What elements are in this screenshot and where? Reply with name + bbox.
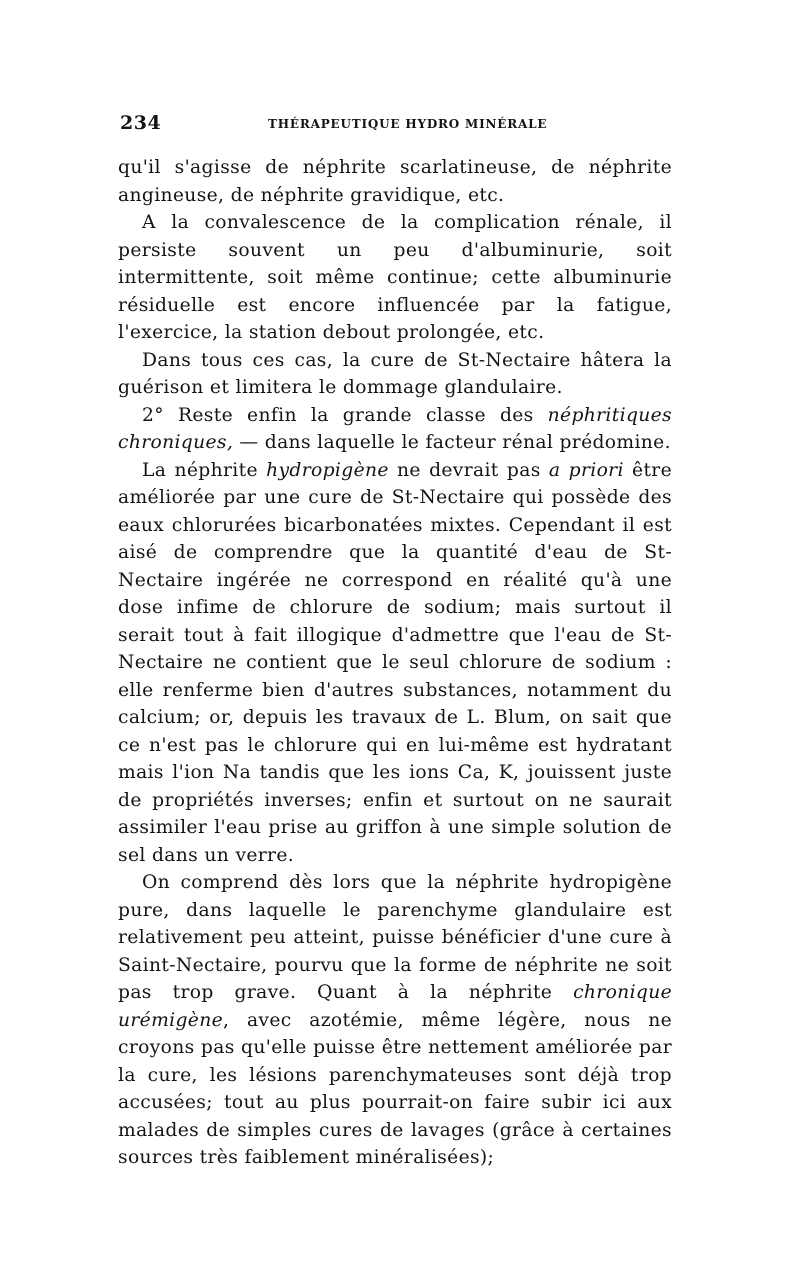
paragraph-text: être améliorée par une cure de St-Nectaire qui possède des eaux chlorurées bicarbonatées mixtes. Cependant il est aisé de comprendre que la quantité d'eau de St-Nectaire ingérée ne correspond en réalité qu'à une dose infime de chlorure de sodium; mais surtout il serait tout à fait illogique d'admettre que l'eau de St-Nectaire ne contient que le seul chlorure de sodium : elle renferme bien d'autres substances, notamment du calcium; or, depuis les travaux de L. Blum, on sait que ce n'est pas le chlorure qui en lui-même est hydratant mais l'ion Na tandis que les ions Ca, K, jouissent juste de propriétés inverses; enfin et surtout on ne saurait assimiler l'eau prise au griffon à une simple solution de sel dans un verre.: [118, 459, 672, 866]
paragraph-text: qu'il s'agisse de néphrite scarlatineuse, de néphrite angineuse, de néphrite gravidique, etc.: [118, 157, 672, 206]
paragraph-text: 2° Reste enfin la grande classe des: [142, 404, 548, 426]
paragraph: [118, 869, 672, 1172]
paragraph-text: On comprend dès lors que la néphrite hydropigène pure, dans laquelle le parenchyme glandulaire est relativement peu atteint, puisse bénéficier d'une cure à Saint-Nectaire, pourvu que la forme de néphrite ne soit pas trop grave. Quant à la néphrite: [118, 872, 672, 1003]
paragraph-text: ne devrait pas: [388, 459, 549, 481]
italic-text: néphritiques chroniques,: [118, 404, 672, 453]
paragraph: [118, 347, 672, 402]
paragraph-text: , avec azotémie, même légère, nous ne croyons pas qu'elle puisse être nettement améliorée par la cure, les lésions parenchymateuses sont déjà trop accusées; tout au plus pourrait-on faire subir ici aux malades de simples cures de lavages (grâce à certaines sources très faiblement minéralisées);: [118, 1009, 672, 1168]
book-page: [118, 108, 672, 1172]
running-head: THÉRAPEUTIQUE HYDRO MINÉRALE: [268, 117, 548, 131]
page-number: 234: [120, 112, 162, 134]
page-header: [118, 108, 672, 138]
paragraph-text: Dans tous ces cas, la cure de St-Nectaire hâtera la guérison et limitera le dommage glandulaire.: [118, 349, 672, 398]
paragraph-text: La néphrite: [142, 459, 267, 481]
paragraph-text: A la convalescence de la complication rénale, il persiste souvent un peu d'albuminurie, soit intermittente, soit même continue; cette albuminurie résiduelle est encore influencée par la fatigue, l'exercice, la station debout prolongée, etc.: [118, 212, 672, 343]
paragraph-text: — dans laquelle le facteur rénal prédomine.: [233, 432, 671, 453]
paragraph: [118, 209, 672, 347]
paragraph: [118, 457, 672, 870]
paragraph: [118, 402, 672, 457]
italic-text: chronique urémigène: [118, 982, 672, 1031]
paragraph: [118, 154, 672, 209]
body-text: [118, 154, 672, 1172]
italic-text: a priori: [548, 459, 624, 481]
italic-text: hydropigène: [266, 459, 389, 481]
